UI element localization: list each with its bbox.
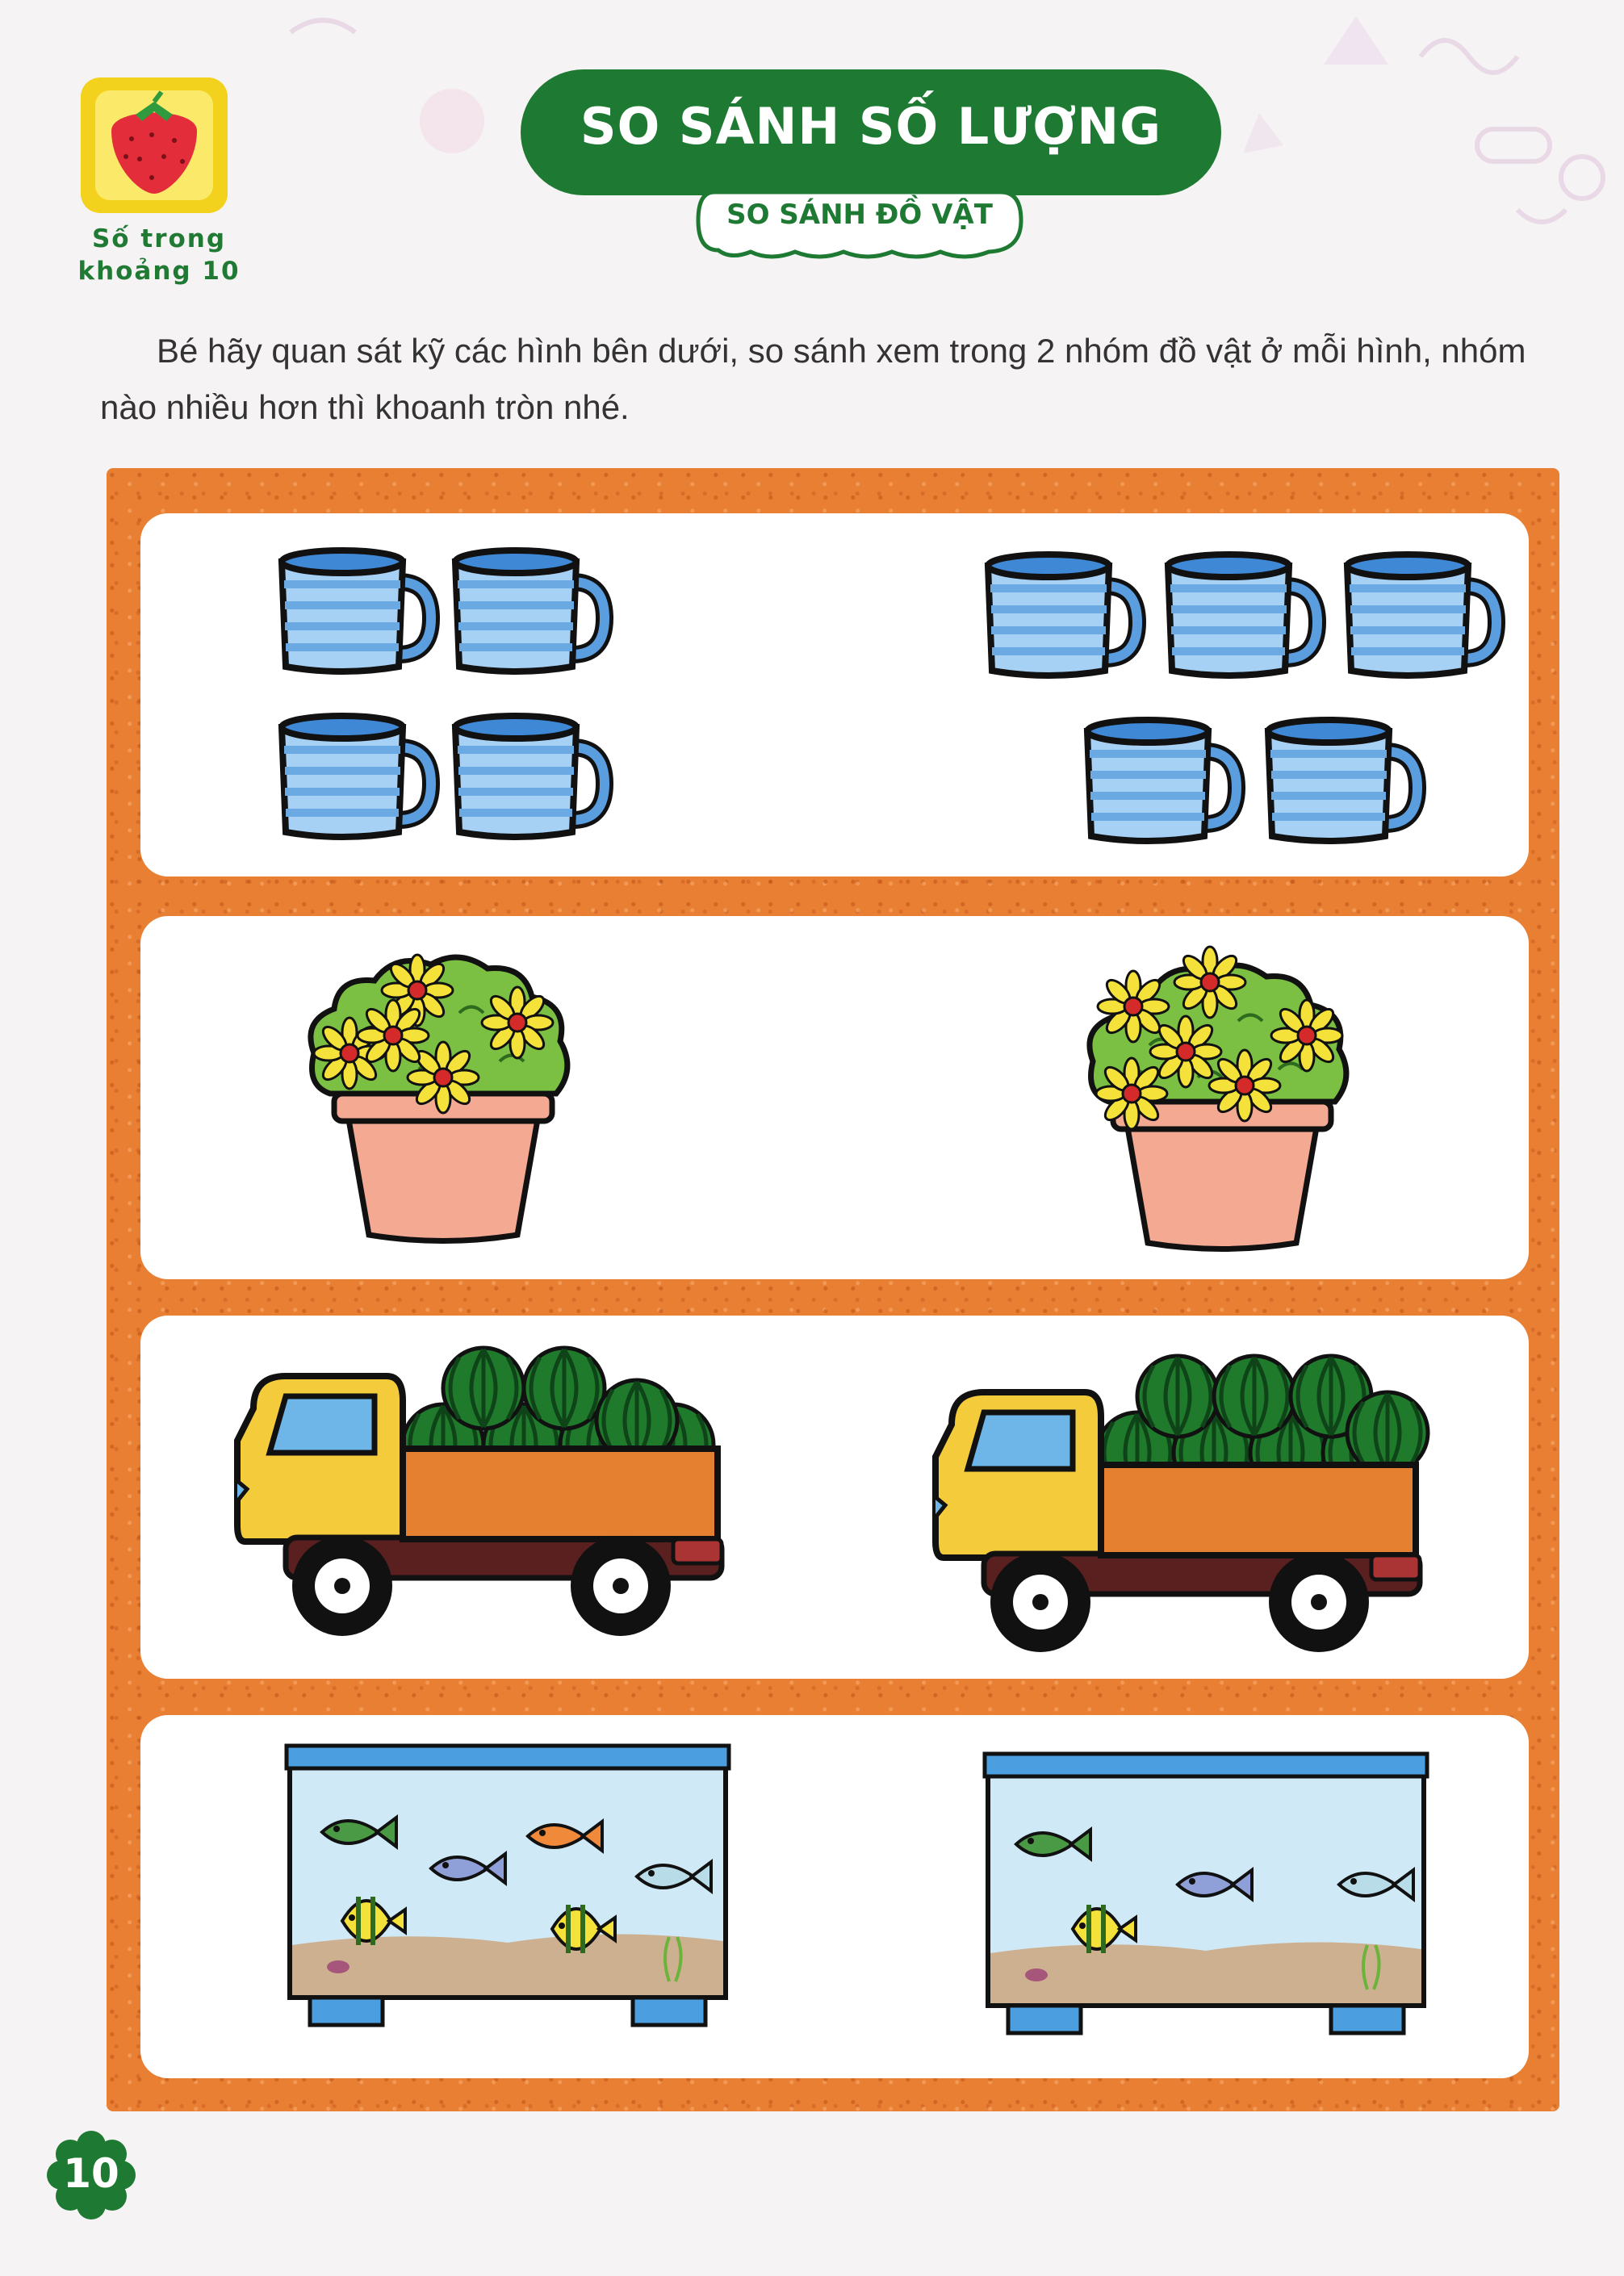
truck-icon[interactable] [237,1348,722,1636]
strawberry-icon [95,90,213,200]
cup-icon[interactable] [455,716,605,837]
cup-icon[interactable] [1168,554,1317,676]
exercise-panel-flowers [140,916,1529,1279]
page-subtitle: SO SÁNH ĐỒ VẬT [726,199,993,231]
left-group [282,550,605,837]
topic-badge [81,77,228,213]
aquarium-icon[interactable] [985,1754,1427,2033]
cup-icon[interactable] [1087,720,1237,841]
flower-pot-icon[interactable] [311,955,567,1241]
topic-label: Số trong khoảng 10 [77,224,241,286]
cup-icon[interactable] [1347,554,1496,676]
flower-pot-icon[interactable] [1090,947,1346,1249]
instruction-text: Bé hãy quan sát kỹ các hình bên dưới, so sánh xem trong 2 nhóm đồ vật ở mỗi hình, nhóm nào nhiều hơn thì khoanh tròn nhé. [100,332,1526,426]
exercise-panel-trucks [140,1316,1529,1679]
aquarium-icon[interactable] [287,1746,729,2025]
cup-icon[interactable] [1268,720,1417,841]
right-group [988,554,1496,841]
exercise-board [107,468,1559,2111]
exercise-panel-fish [140,1715,1529,2078]
cup-icon[interactable] [988,554,1137,676]
exercise-panel-cups [140,513,1529,877]
page-number: 10 [63,2150,119,2197]
cup-icon[interactable] [455,550,605,672]
cup-icon[interactable] [282,716,431,837]
cup-icon[interactable] [282,550,431,672]
page-title: SO SÁNH SỐ LƯỢNG [580,97,1162,156]
truck-icon[interactable] [935,1356,1428,1652]
